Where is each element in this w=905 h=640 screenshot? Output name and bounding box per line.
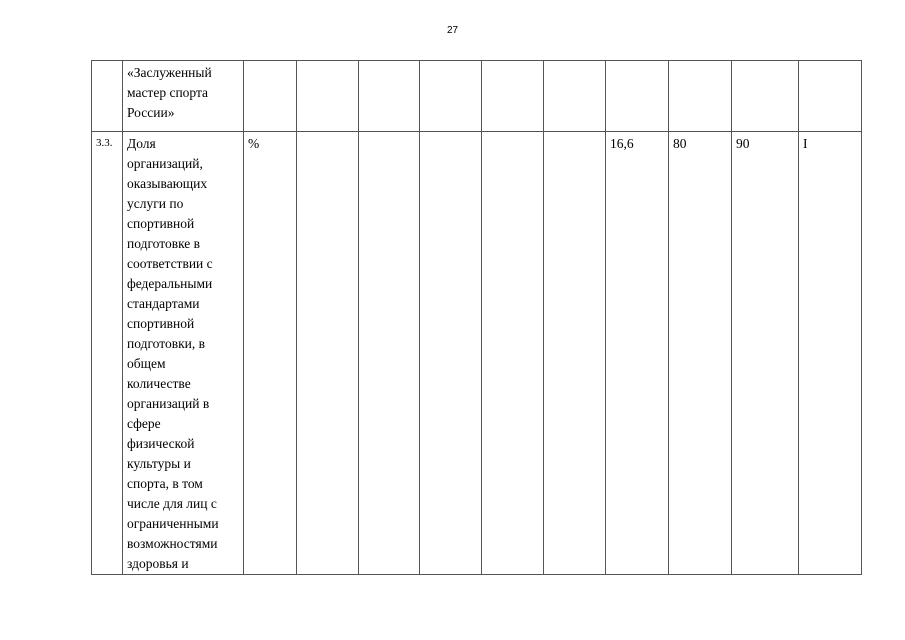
value-cell: I [799,132,862,575]
table-row [92,61,862,132]
value-cell [359,132,420,575]
value-cell [297,132,359,575]
value-cell [482,61,544,132]
row-number-cell [92,61,123,132]
value-cell [420,61,482,132]
indicator-table [91,60,862,575]
indicator-name-cell: «Заслуженный мастер спорта России» [123,61,244,132]
table-row [92,132,862,575]
page-number: 27 [446,25,459,36]
value-cell [359,61,420,132]
value-cell [799,61,862,132]
value-cell [669,61,732,132]
unit-cell [244,61,297,132]
row-number-cell: 3.3. [92,132,123,575]
value-cell: 80 [669,132,732,575]
value-cell [420,132,482,575]
value-cell: 16,6 [606,132,669,575]
value-cell: 90 [732,132,799,575]
indicator-name-cell: Доля организаций, оказывающих услуги по спортивной подготовке в соответствии с федеральными стандартами спортивной подготовки, в общем количестве организаций в сфере физической культуры и спорта, в том числе для лиц с ограниченными возможностями здоровья и [123,132,244,575]
value-cell [544,61,606,132]
value-cell [606,61,669,132]
value-cell [732,61,799,132]
value-cell [482,132,544,575]
value-cell [297,61,359,132]
value-cell [544,132,606,575]
unit-cell: % [244,132,297,575]
